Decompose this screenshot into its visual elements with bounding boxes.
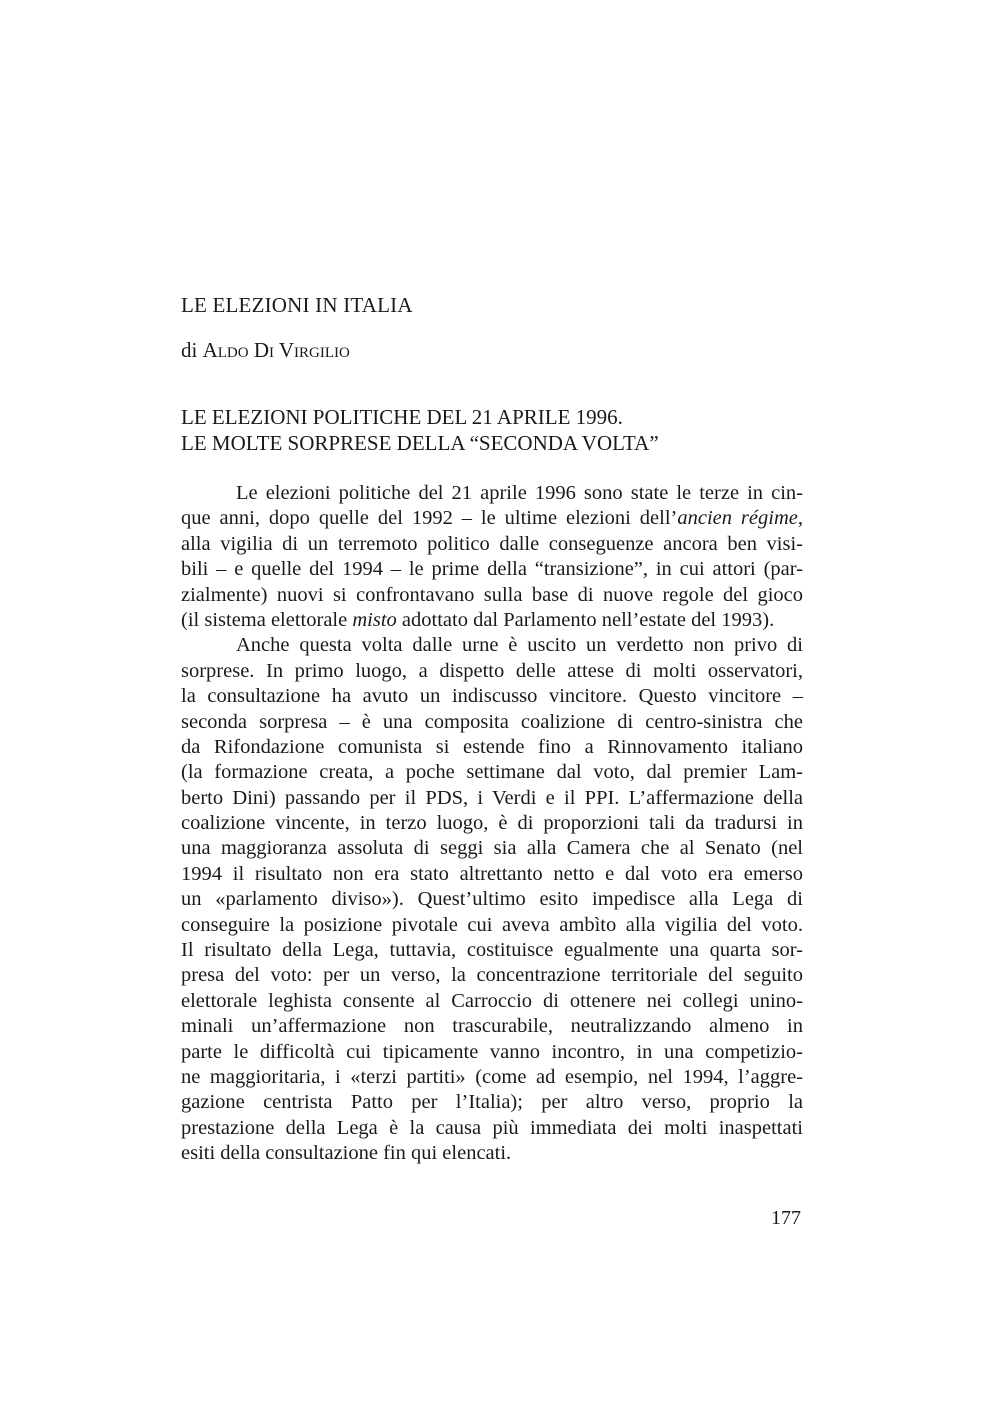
- paragraph-line: prestazione della Lega è la causa più immediata dei molti inaspettati: [181, 1116, 803, 1139]
- section-title: LE ELEZIONI IN ITALIA: [181, 293, 413, 317]
- paragraph-line: zialmente) nuovi si confrontavano sulla base di nuove regole del gioco: [181, 583, 803, 606]
- article-body: [181, 481, 803, 1167]
- paragraph-line: sorprese. In primo luogo, a dispetto delle attese di molti osservatori,: [181, 659, 803, 682]
- paragraph-line: 1994 il risultato non era stato altrettanto netto e dal voto era emerso: [181, 862, 803, 885]
- paragraph-line: minali un’affermazione non trascurabile, neutralizzando almeno in: [181, 1015, 803, 1038]
- paragraph-line: una maggioranza assoluta di seggi sia alla Camera che al Senato (nel: [181, 837, 803, 860]
- paragraph-line: Il risultato della Lega, tuttavia, costituisce egualmente una quarta sor-: [181, 939, 803, 962]
- italic-term: misto: [352, 608, 397, 631]
- paragraph-line: elettorale leghista consente al Carroccio di ottenere nei collegi unino-: [181, 989, 803, 1012]
- paragraph-line: alla vigilia di un terremoto politico dalle conseguenze ancora ben visi-: [181, 532, 803, 555]
- paragraph-line: Le elezioni politiche del 21 aprile 1996 sono state le terze in cin-: [236, 482, 803, 504]
- paragraph-line: parte le difficoltà cui tipicamente vanno incontro, in una competizio-: [181, 1040, 803, 1063]
- paragraph-line: presa del voto: per un verso, la concentrazione territoriale del seguito: [181, 964, 803, 987]
- paragraph-line: (la formazione creata, a poche settimane dal voto, dal premier Lam-: [181, 761, 803, 784]
- paragraph-line: bili – e quelle del 1994 – le prime della “transizione”, in cui attori (par-: [181, 558, 803, 581]
- paragraph-line: gazione centrista Patto per l’Italia); per altro verso, proprio la: [181, 1091, 803, 1114]
- paragraph-line: (il sistema elettorale misto adottato dal Parlamento nell’estate del 1993).: [181, 608, 775, 631]
- paragraph-line: Anche questa volta dalle urne è uscito un verdetto non privo di: [236, 634, 803, 657]
- paragraph-line: da Rifondazione comunista si estende fino a Rinnovamento italiano: [181, 735, 803, 758]
- paragraph-line: berto Dini) passando per il PDS, i Verdi e il PPI. L’affermazione della: [181, 786, 803, 809]
- byline-prefix: di: [181, 338, 198, 362]
- article-title: [181, 404, 659, 456]
- italic-term: ancien régime: [677, 507, 798, 530]
- byline: [181, 338, 350, 363]
- paragraph-line: la consultazione ha avuto un indiscusso vincitore. Questo vincitore –: [181, 685, 803, 708]
- article-title-line: LE MOLTE SORPRESE DELLA “SECONDA VOLTA”: [181, 431, 659, 455]
- paragraph-line: ne maggioritaria, i «terzi partiti» (come ad esempio, nel 1994, l’aggre-: [181, 1065, 803, 1088]
- paragraph-line: conseguire la posizione pivotale cui aveva ambìto alla vigilia del voto.: [181, 913, 803, 936]
- paragraph-line: coalizione vincente, in terzo luogo, è di proporzioni tali da tradursi in: [181, 812, 803, 835]
- paragraph-line: seconda sorpresa – è una composita coalizione di centro-sinistra che: [181, 710, 803, 733]
- paragraph-line: que anni, dopo quelle del 1992 – le ultime elezioni dell’ancien régime,: [181, 507, 803, 530]
- paragraph-line: esiti della consultazione fin qui elencati.: [181, 1142, 512, 1165]
- paragraph-line: un «parlamento diviso»). Quest’ultimo esito impedisce alla Lega di: [181, 888, 803, 911]
- page-number: 177: [771, 1207, 801, 1229]
- article-title-line: LE ELEZIONI POLITICHE DEL 21 APRILE 1996.: [181, 405, 623, 429]
- author-name: Aldo Di Virgilio: [202, 338, 350, 362]
